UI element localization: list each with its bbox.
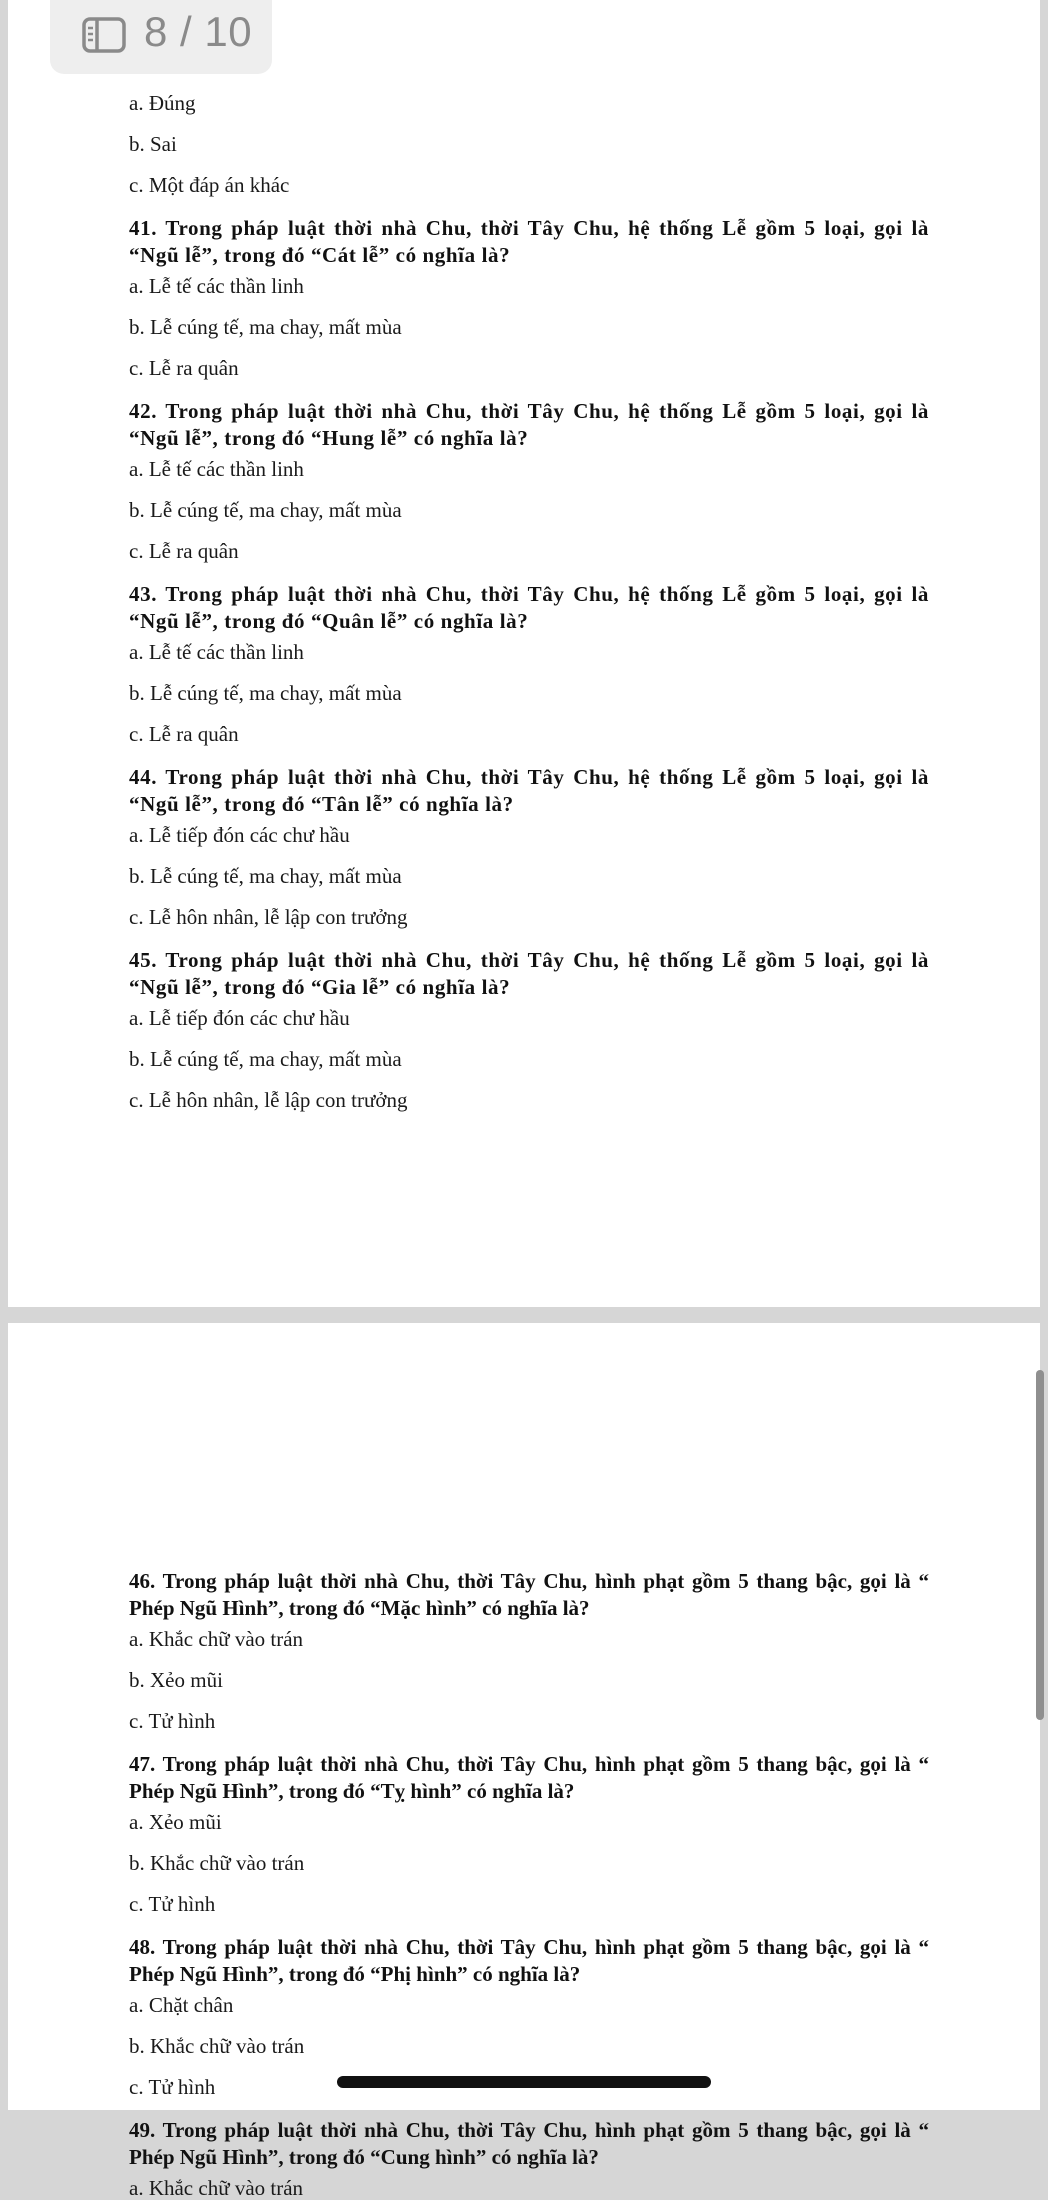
- question-42-option-b: b. Lễ cúng tế, ma chay, mất mùa: [129, 498, 402, 522]
- lead-option-a: a. Đúng: [129, 91, 196, 115]
- question-42-option-a: a. Lễ tế các thần linh: [129, 457, 304, 481]
- question-48-option-b: b. Khắc chữ vào trán: [129, 2034, 305, 2058]
- question-47-option-c: c. Tử hình: [129, 1892, 216, 1916]
- document-page-2: [8, 1323, 1040, 2200]
- question-49: 49. Trong pháp luật thời nhà Chu, thời Tây Chu, hình phạt gồm 5 thang bậc, gọi là “ Phép Ngũ Hình”, trong đó “Cung hình” có nghĩa là?: [129, 2118, 929, 2169]
- question-44: 44. Trong pháp luật thời nhà Chu, thời Tây Chu, hệ thống Lễ gồm 5 loại, gọi là “Ngũ lễ”, trong đó “Tân lễ” có nghĩa là?: [129, 765, 929, 816]
- lead-option-c: c. Một đáp án khác: [129, 173, 290, 197]
- question-43-option-b: b. Lễ cúng tế, ma chay, mất mùa: [129, 681, 402, 705]
- question-46-option-a: a. Khắc chữ vào trán: [129, 1627, 304, 1651]
- question-43-option-c: c. Lễ ra quân: [129, 722, 239, 746]
- home-indicator[interactable]: [337, 2076, 711, 2088]
- question-41-option-c: c. Lễ ra quân: [129, 356, 239, 380]
- question-42-option-c: c. Lễ ra quân: [129, 539, 239, 563]
- question-44-option-a: a. Lễ tiếp đón các chư hầu: [129, 823, 350, 847]
- document-page-1: [8, 0, 1040, 1307]
- question-44-option-c: c. Lễ hôn nhân, lễ lập con trưởng: [129, 905, 408, 929]
- question-46-option-b: b. Xẻo mũi: [129, 1668, 223, 1692]
- question-46-option-c: c. Tử hình: [129, 1709, 216, 1733]
- question-43-option-a: a. Lễ tế các thần linh: [129, 640, 304, 664]
- question-45-option-b: b. Lễ cúng tế, ma chay, mất mùa: [129, 1047, 402, 1071]
- question-41-option-a: a. Lễ tế các thần linh: [129, 274, 304, 298]
- page-indicator[interactable]: [50, 0, 272, 74]
- question-48: 48. Trong pháp luật thời nhà Chu, thời Tây Chu, hình phạt gồm 5 thang bậc, gọi là “ Phép Ngũ Hình”, trong đó “Phị hình” có nghĩa là?: [129, 1935, 929, 1986]
- question-47-option-b: b. Khắc chữ vào trán: [129, 1851, 305, 1875]
- page-number: 8 / 10: [144, 8, 253, 55]
- question-44-option-b: b. Lễ cúng tế, ma chay, mất mùa: [129, 864, 402, 888]
- question-48-option-a: a. Chặt chân: [129, 1993, 234, 2017]
- question-45-option-c: c. Lễ hôn nhân, lễ lập con trưởng: [129, 1088, 408, 1112]
- question-43: 43. Trong pháp luật thời nhà Chu, thời Tây Chu, hệ thống Lễ gồm 5 loại, gọi là “Ngũ lễ”, trong đó “Quân lễ” có nghĩa là?: [129, 582, 929, 633]
- question-47-option-a: a. Xẻo mũi: [129, 1810, 222, 1834]
- question-47: 47. Trong pháp luật thời nhà Chu, thời Tây Chu, hình phạt gồm 5 thang bậc, gọi là “ Phép Ngũ Hình”, trong đó “Tỵ hình” có nghĩa là?: [129, 1752, 929, 1803]
- question-48-option-c: c. Tử hình: [129, 2075, 216, 2099]
- question-41: 41. Trong pháp luật thời nhà Chu, thời Tây Chu, hệ thống Lễ gồm 5 loại, gọi là “Ngũ lễ”, trong đó “Cát lễ” có nghĩa là?: [129, 216, 929, 267]
- question-41-option-b: b. Lễ cúng tế, ma chay, mất mùa: [129, 315, 402, 339]
- question-49-option-a: a. Khắc chữ vào trán: [129, 2176, 304, 2200]
- question-45: 45. Trong pháp luật thời nhà Chu, thời Tây Chu, hệ thống Lễ gồm 5 loại, gọi là “Ngũ lễ”, trong đó “Gia lễ” có nghĩa là?: [129, 948, 929, 999]
- question-46: 46. Trong pháp luật thời nhà Chu, thời Tây Chu, hình phạt gồm 5 thang bậc, gọi là “ Phép Ngũ Hình”, trong đó “Mặc hình” có nghĩa là?: [129, 1569, 929, 1620]
- question-45-option-a: a. Lễ tiếp đón các chư hầu: [129, 1006, 350, 1030]
- lead-option-b: b. Sai: [129, 132, 177, 156]
- sidebar-panel-icon[interactable]: [82, 17, 126, 53]
- question-42: 42. Trong pháp luật thời nhà Chu, thời Tây Chu, hệ thống Lễ gồm 5 loại, gọi là “Ngũ lễ”, trong đó “Hung lễ” có nghĩa là?: [129, 399, 929, 450]
- scrollbar-thumb[interactable]: [1036, 1370, 1044, 1720]
